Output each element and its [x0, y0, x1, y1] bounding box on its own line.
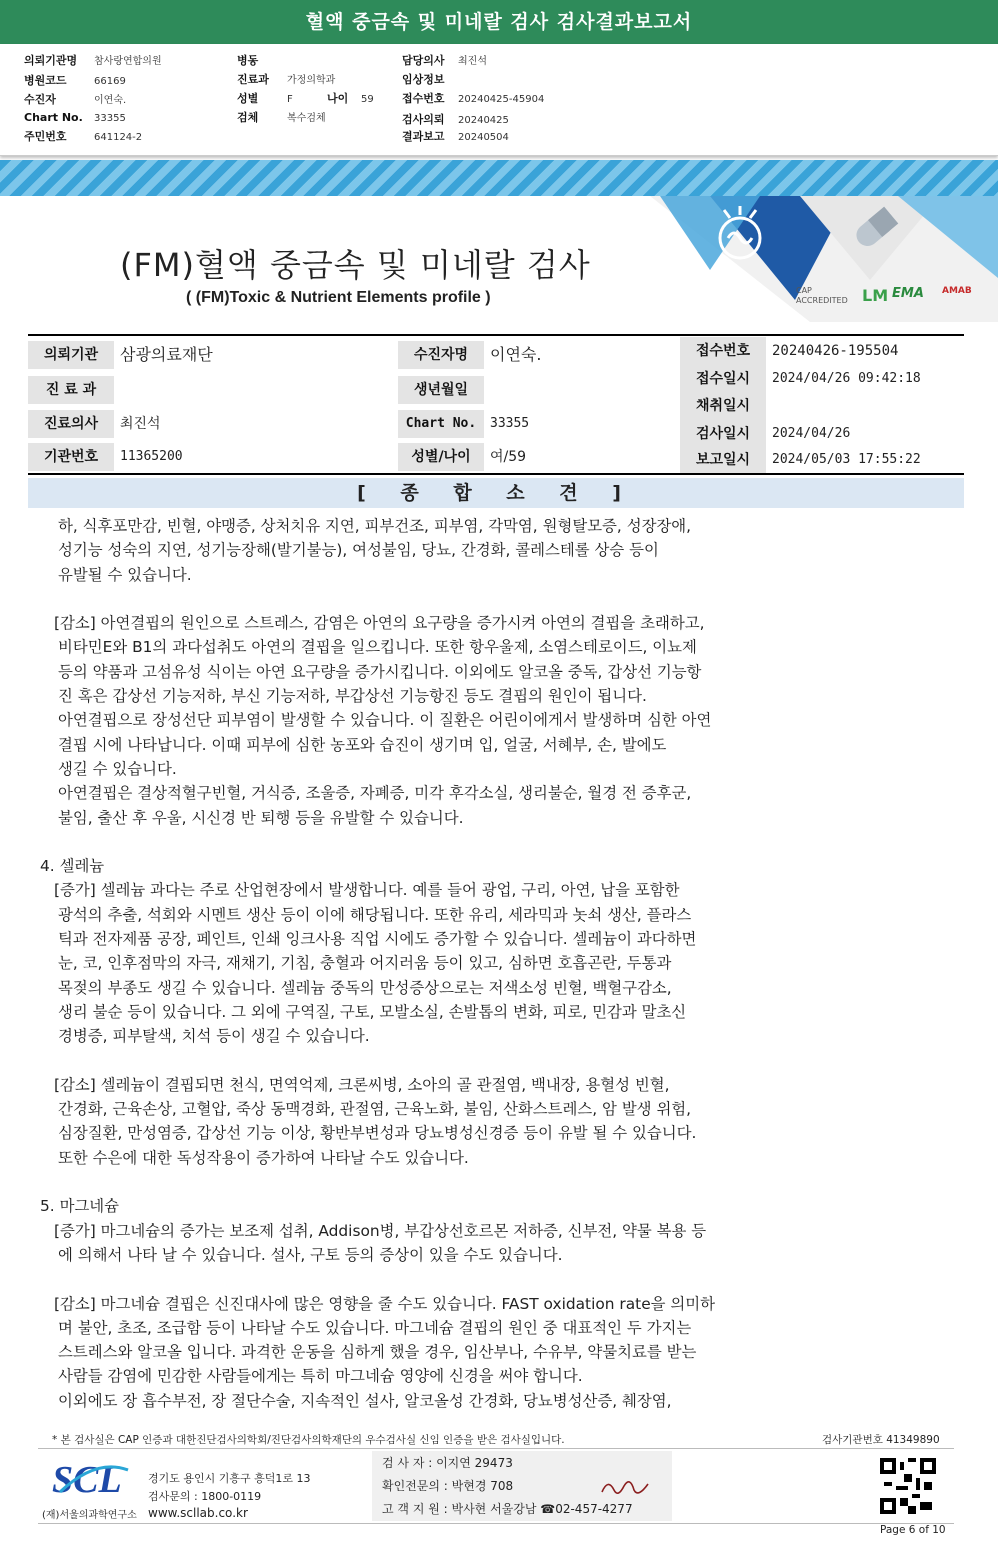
- lab-number: 검사기관번호 41349890: [822, 1434, 940, 1446]
- info-value: 2024/04/26: [772, 426, 851, 441]
- text-line: 아연결핍으로 장성선단 피부염이 발생할 수 있습니다. 이 질환은 어린이에게서 발생하며 심한 아연: [58, 711, 712, 730]
- amab-logo: AMAB: [942, 286, 972, 296]
- top-info-row: 임상정보: [402, 73, 445, 86]
- top-info-age: 나이 59: [327, 92, 374, 105]
- info-label: 진료의사: [28, 410, 114, 438]
- report-subtitle: ( (FM)Toxic & Nutrient Elements profile ): [186, 289, 491, 306]
- text-line: 간경화, 근육손상, 고혈압, 죽상 동맥경화, 관절염, 근육노화, 불임, 산화스트레스, 암 발생 위험,: [58, 1100, 692, 1119]
- text-line: 생길 수 있습니다.: [58, 759, 177, 778]
- info-label: 수진자명: [398, 341, 484, 369]
- lm-logo: LM: [862, 286, 889, 305]
- text-line: 비타민E와 B1의 과다섭취도 아연의 결핍을 일으킵니다. 또한 항우울제, 소염스테로이드, 이뇨제: [58, 638, 697, 657]
- text-line: 이외에도 장 흡수부전, 장 절단수술, 지속적인 설사, 알코올성 간경화, 당뇨병성산증, 췌장염,: [58, 1391, 672, 1410]
- scl-logo: SCL: [52, 1459, 122, 1501]
- info-value: 2024/05/03 17:55:22: [772, 452, 921, 467]
- qr-code: [880, 1458, 936, 1514]
- info-value: 최진석: [120, 416, 161, 432]
- text-line: 생리 불순 등이 있습니다. 그 외에 구역질, 구토, 모발소실, 손발톱의 변화, 피로, 민감과 말초신: [58, 1002, 687, 1021]
- top-info-row: 주민번호 641124-2: [24, 130, 143, 143]
- text-line: [증가] 셀레늄 과다는 주로 산업현장에서 발생합니다. 예를 들어 광업, 구리, 아연, 납을 포함한: [54, 881, 680, 900]
- top-info-row: 검체 복수검체: [237, 111, 326, 124]
- institute-name: (재)서울의과학연구소: [42, 1510, 137, 1521]
- page-number: Page 6 of 10: [880, 1524, 946, 1536]
- text-line: 광석의 추출, 석회와 시멘트 생산 등이 이에 해당됩니다. 또한 유리, 세라믹과 놋쇠 생산, 플라스: [58, 905, 692, 924]
- table-bottom-border: [28, 473, 964, 475]
- text-line: 진 혹은 갑상선 기능저하, 부신 기능저하, 부갑상선 기능항진 등도 결핍의 원인이 됩니다.: [58, 687, 647, 706]
- info-label: 접수일시: [680, 365, 766, 393]
- text-line: 아연결핍은 결상적혈구빈혈, 거식증, 조울증, 자폐증, 미각 후각소실, 생리불순, 월경 전 증후군,: [58, 784, 692, 803]
- phone: 검사문의 : 1800-0119: [148, 1490, 262, 1503]
- top-info-row: 담당의사 최진석: [402, 54, 487, 67]
- text-line: 심장질환, 만성염증, 갑상선 기능 이상, 황반부변성과 당뇨병성신경증 등이 유발 될 수 있습니다.: [58, 1124, 697, 1143]
- accreditation-logos: [796, 282, 992, 314]
- info-label: 채취일시: [680, 392, 766, 420]
- top-info-row: 성별 F: [237, 92, 293, 105]
- summary-body: [40, 514, 940, 1413]
- text-line: 하, 식후포만감, 빈혈, 야맹증, 상처치유 지연, 피부건조, 피부염, 각막염, 원형탈모증, 성장장애,: [58, 517, 692, 535]
- info-label: 생년월일: [398, 376, 484, 404]
- top-info-row: 검사의뢰 20240425: [402, 113, 509, 126]
- text-line: 며 불안, 초조, 조급함 등이 나타날 수도 있습니다. 마그네슘 결핍의 원인 중 대표적인 두 가지는: [58, 1318, 692, 1337]
- customer-support: 고 객 지 원 : 박사현 서울강남 ☎02-457-4277: [372, 1497, 672, 1521]
- info-label: 기관번호: [28, 443, 114, 471]
- signature-image: [598, 1474, 654, 1502]
- info-value: [114, 376, 394, 404]
- report-banner-title: 혈액 중금속 및 미네랄 검사 검사결과보고서: [0, 0, 998, 44]
- ema-logo: EMA: [892, 286, 924, 301]
- text-line: 에 의해서 나타 날 수 있습니다. 설사, 구토 등의 증상이 있을 수도 있습니다.: [58, 1245, 563, 1264]
- text-line: 경병증, 피부탈색, 치석 등이 생길 수 있습니다.: [58, 1027, 370, 1046]
- top-info-row: 진료과 가정의학과: [237, 73, 336, 86]
- top-info-row: 의뢰기관명 참사랑연합의원: [24, 54, 162, 67]
- section-heading: 4. 셀레늄: [40, 857, 105, 876]
- info-label: 보고일시: [680, 446, 766, 474]
- info-value: 이연숙.: [490, 345, 542, 364]
- scl-logo-swoosh: [56, 1462, 132, 1502]
- report-title: (FM)혈액 중금속 및 미네랄 검사: [120, 246, 591, 284]
- text-line: 눈, 코, 인후점막의 자극, 재채기, 기침, 충혈과 어지러움 등이 있고, 심하면 호흡곤란, 두통과: [58, 954, 672, 973]
- text-line: 사람들 감염에 민감한 사람들에게는 특히 마그네슘 영양에 신경을 써야 합니다.: [58, 1367, 583, 1386]
- text-line: 결핍 시에 나타납니다. 이때 피부에 심한 농포와 습진이 생기며 입, 얼굴, 서혜부, 손, 발에도: [58, 735, 667, 754]
- info-value: 11365200: [120, 449, 183, 464]
- text-line: 또한 수은에 대한 독성작용이 증가하여 나타날 수도 있습니다.: [58, 1148, 469, 1167]
- top-info-row: 접수번호 20240425-45904: [402, 92, 545, 105]
- top-info-row: 수진자 이연숙.: [24, 93, 127, 106]
- text-line: [감소] 아연결핍의 원인으로 스트레스, 감염은 아연의 요구량을 증가시켜 아연의 결핍을 초래하고,: [54, 614, 705, 633]
- address: 경기도 용인시 기흥구 흥덕1로 13: [148, 1472, 311, 1485]
- table-top-border: [28, 334, 964, 336]
- text-line: 틱과 전자제품 공장, 페인트, 인쇄 잉크사용 직업 시에도 증가할 수 있습니다. 셀레늄이 과다하면: [58, 930, 697, 949]
- info-value: 33355: [490, 416, 530, 431]
- accreditation-notice: * 본 검사실은 CAP 인증과 대한진단검사의학회/진단검사의학재단의 우수검사실 신임 인증을 받은 검사실입니다.: [52, 1434, 565, 1446]
- section-heading: 5. 마그네슘: [40, 1197, 120, 1216]
- info-value: 여/59: [490, 449, 527, 465]
- text-line: 목젖의 부종도 생길 수 있습니다. 셀레늄 중독의 만성증상으로는 저색소성 빈혈, 백혈구감소,: [58, 978, 672, 997]
- info-value: 2024/04/26 09:42:18: [772, 371, 921, 386]
- top-info-row: 병원코드 66169: [24, 74, 126, 87]
- cap-logo: CAP ACCREDITED: [796, 286, 848, 305]
- text-line: 유발될 수 있습니다.: [58, 565, 192, 584]
- website: www.scllab.co.kr: [148, 1506, 248, 1520]
- info-label: 의뢰기관: [28, 341, 114, 369]
- top-info-row: 병동: [237, 54, 259, 67]
- info-label: 진 료 과: [28, 376, 114, 404]
- info-label: 접수번호: [680, 337, 766, 365]
- info-label: 성별/나이: [398, 443, 484, 471]
- text-line: 등의 약품과 고섬유성 식이는 아연 요구량을 증가시킵니다. 이외에도 알코올 중독, 갑상선 기능항: [58, 662, 702, 681]
- text-line: [감소] 셀레늄이 결핍되면 천식, 면역억제, 크론씨병, 소아의 골 관절염, 백내장, 용혈성 빈혈,: [54, 1075, 670, 1094]
- examiner: 검 사 자 : 이지연 29473: [372, 1451, 672, 1475]
- top-info-row: 결과보고 20240504: [402, 130, 509, 143]
- top-info-row: Chart No. 33355: [24, 111, 126, 124]
- info-value: [484, 376, 674, 404]
- text-line: [감소] 마그네슘 결핍은 신진대사에 많은 영향을 줄 수도 있습니다. FAST oxidation rate을 의미하: [54, 1294, 716, 1313]
- info-value: 20240426-195504: [772, 343, 899, 359]
- info-value: [766, 392, 964, 420]
- info-value: 삼광의료재단: [120, 345, 213, 364]
- text-line: 성기능 성숙의 지연, 성기능장해(발기불능), 여성불임, 당뇨, 간경화, 콜레스테롤 상승 등이: [58, 541, 659, 560]
- text-line: 불임, 출산 후 우울, 시신경 반 퇴행 등을 유발할 수 있습니다.: [58, 808, 464, 827]
- info-label: 검사일시: [680, 420, 766, 448]
- info-label: Chart No.: [398, 410, 484, 438]
- text-line: [증가] 마그네슘의 증가는 보조제 섭취, Addison병, 부갑상선호르몬 저하증, 신부전, 약물 복용 등: [54, 1221, 707, 1240]
- summary-heading: [ 종 합 소 견 ]: [28, 478, 964, 508]
- text-line: 스트레스와 알코올 입니다. 과격한 운동을 심하게 했을 경우, 임산부나, 수유부, 약물치료를 받는: [58, 1343, 697, 1362]
- specialist: 확인전문의 : 박현경 708: [372, 1474, 672, 1498]
